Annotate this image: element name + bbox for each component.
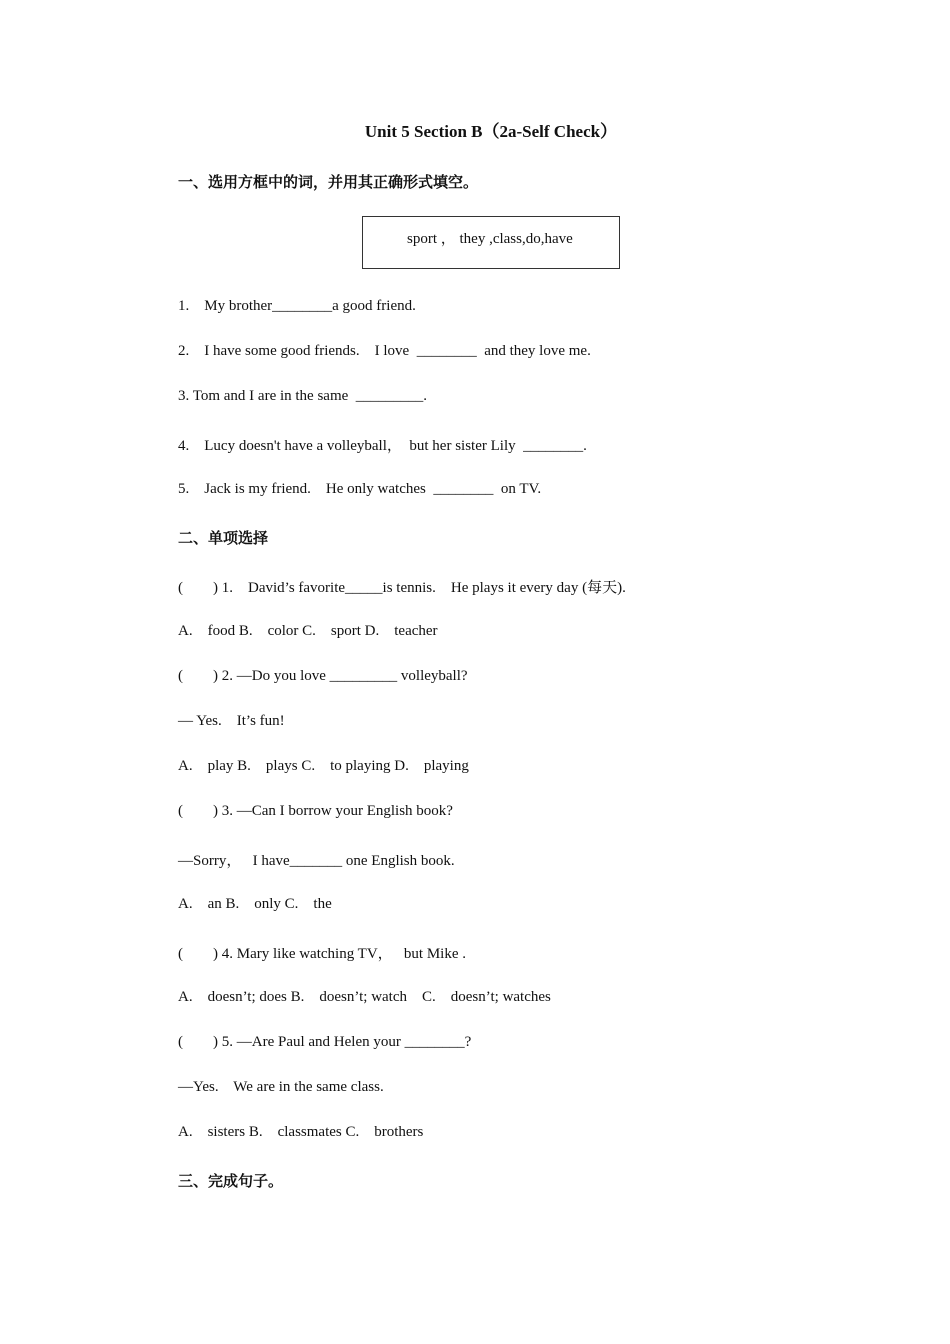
fill-item-4: 4. Lucy doesn't have a volleyball， but her sister Lily ________.: [178, 438, 587, 454]
mc-question-5: ( ) 5. —Are Paul and Helen your ________?: [178, 1034, 472, 1050]
section3-heading: 三、完成句子。: [178, 1172, 284, 1190]
mc-options-3: A. an B. only C. the: [178, 896, 332, 912]
word-box: [362, 216, 620, 269]
mc-question-2: ( ) 2. —Do you love _________ volleyball?: [178, 668, 468, 684]
mc-question-3: ( ) 3. —Can I borrow your English book?: [178, 803, 453, 819]
mc-question-4: ( ) 4. Mary like watching TV， but Mike .: [178, 946, 467, 962]
mc-question-1: ( ) 1. David’s favorite_____is tennis. He plays it every day (每天).: [178, 580, 626, 596]
section1-heading: 一、选用方框中的词，并用其正确形式填空。: [178, 173, 479, 191]
mc-answer-3: —Sorry， I have_______ one English book.: [178, 853, 455, 869]
word-box-text: sport ， they ,class,do,have: [407, 231, 573, 247]
fill-item-1: 1. My brother________a good friend.: [178, 298, 416, 314]
mc-answer-5: —Yes. We are in the same class.: [178, 1079, 384, 1095]
mc-options-2: A. play B. plays C. to playing D. playing: [178, 758, 469, 774]
fill-item-3: 3. Tom and I are in the same _________.: [178, 388, 428, 404]
fill-item-5: 5. Jack is my friend. He only watches ________ on TV.: [178, 481, 542, 497]
mc-options-1: A. food B. color C. sport D. teacher: [178, 623, 438, 639]
section2-heading: 二、单项选择: [178, 529, 269, 547]
fill-item-2: 2. I have some good friends. I love ________ and they love me.: [178, 343, 591, 359]
worksheet-title: Unit 5 Section B（2a-Self Check）: [364, 122, 618, 141]
mc-options-4: A. doesn’t; does B. doesn’t; watch C. doesn’t; watches: [178, 989, 551, 1005]
mc-options-5: A. sisters B. classmates C. brothers: [178, 1124, 424, 1140]
mc-answer-2: — Yes. It’s fun!: [178, 713, 285, 729]
